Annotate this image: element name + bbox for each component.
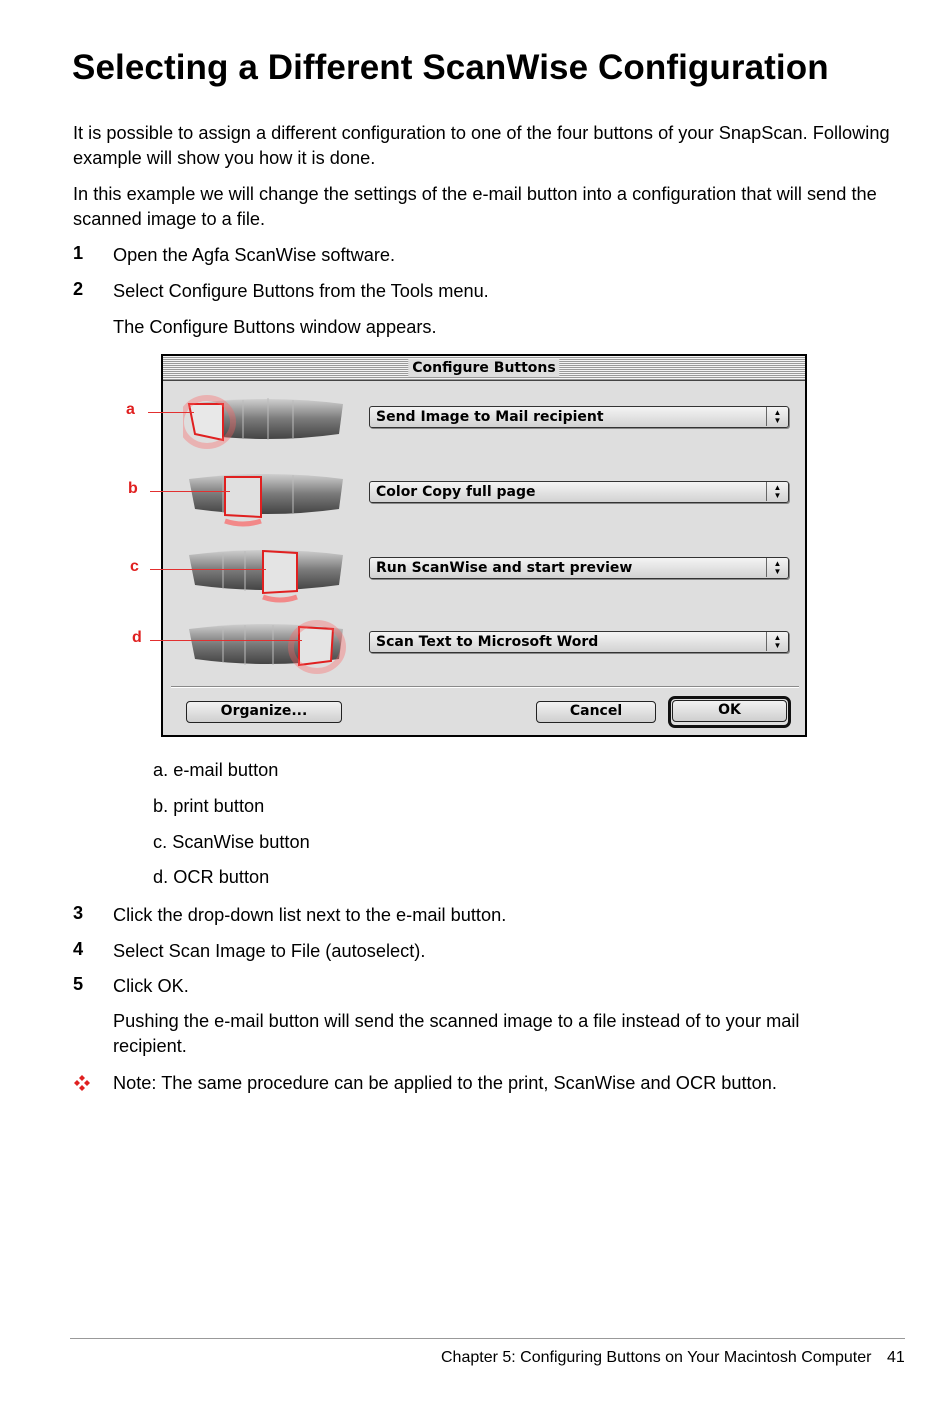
organize-button[interactable]: Organize... [186,701,342,723]
step-result: The Configure Buttons window appears. [113,317,437,337]
scanner-illustration-email [183,394,353,452]
diamond-cluster-icon [73,1074,91,1092]
step-number: 1 [73,243,84,263]
intro-paragraph-1: It is possible to assign a different configuration to one of the four buttons of your SnapScan. Following example will show you how it is done. [73,123,890,168]
callout-label-b: b [128,480,138,497]
popup-selected-value: Run ScanWise and start preview [376,560,633,576]
page-title: Selecting a Different ScanWise Configuration [72,48,829,87]
step-number: 3 [73,903,84,923]
popup-selected-value: Scan Text to Microsoft Word [376,634,599,650]
dialog-title: Configure Buttons [408,359,559,377]
note-text: Note: The same procedure can be applied to the print, ScanWise and OCR button. [113,1073,777,1093]
up-down-arrows-icon: ▲ ▼ [766,482,788,501]
step-text: Click the drop-down list next to the e-mail button. [113,905,507,925]
callout-label-a: a [126,401,135,418]
up-down-arrows-icon: ▲ ▼ [766,407,788,426]
up-down-arrows-icon: ▲ ▼ [766,632,788,651]
callout-label-c: c [130,558,139,575]
callout-label-d: d [132,629,142,646]
legend-item: d. OCR button [153,867,270,887]
cancel-button[interactable]: Cancel [536,701,656,723]
step-number: 5 [73,974,84,994]
scanner-illustration-ocr [183,619,353,677]
step-text: Open the Agfa ScanWise software. [113,245,396,265]
legend-item: a. e-mail button [153,760,279,780]
step-number: 2 [73,279,84,299]
step-text: Select Scan Image to File (autoselect). [113,941,426,961]
dialog-divider [171,686,799,688]
step-text: Click OK. [113,976,189,996]
legend-item: b. print button [153,796,265,816]
callout-line-d [150,640,302,641]
legend-item: c. ScanWise button [153,832,310,852]
step-text: Select Configure Buttons from the Tools menu. [113,281,489,301]
page-number: 41 [887,1349,905,1366]
callout-line-c [150,569,266,570]
config-popup-email[interactable] [369,406,789,428]
config-popup-print[interactable] [369,481,789,503]
popup-selected-value: Color Copy full page [376,484,536,500]
step-result: Pushing the e-mail button will send the scanned image to a file instead of to your mail recipient. [113,1011,800,1056]
intro-paragraph-2: In this example we will change the settings of the e-mail button into a configuration that will send the scanned image to a file. [73,184,877,229]
scanner-illustration-print [183,469,353,527]
step-number: 4 [73,939,84,959]
callout-line-a [148,412,194,413]
configure-buttons-dialog [161,354,807,737]
callout-line-b [150,491,230,492]
ok-button[interactable]: OK [672,700,787,722]
popup-selected-value: Send Image to Mail recipient [376,409,604,425]
up-down-arrows-icon: ▲ ▼ [766,558,788,577]
footer-chapter: Chapter 5: Configuring Buttons on Your Macintosh Computer [441,1349,872,1366]
dialog-titlebar[interactable] [163,356,805,381]
footer-rule [70,1338,905,1339]
config-popup-scanwise[interactable] [369,557,789,579]
config-popup-ocr[interactable] [369,631,789,653]
scanner-illustration-scanwise [183,545,353,603]
